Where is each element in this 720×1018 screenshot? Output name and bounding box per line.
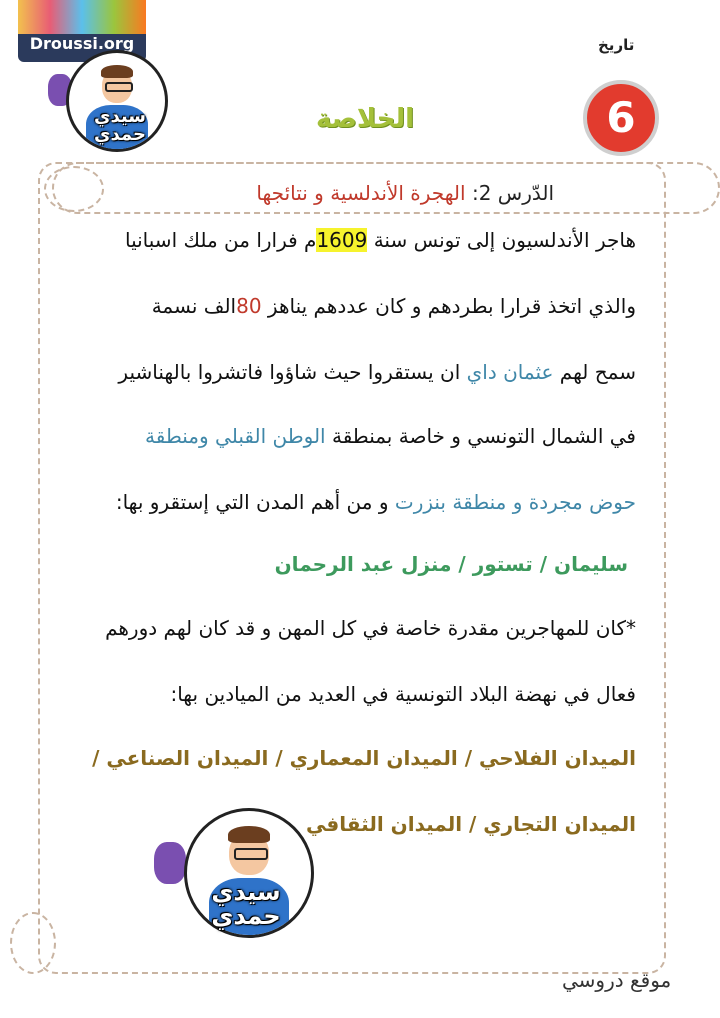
population-number: 80 (236, 294, 262, 318)
logo-kids-illustration (18, 0, 146, 34)
ruler-name: عثمان داي (466, 360, 554, 384)
text-line-3: سمح لهم عثمان داي ان يستقروا حيث شاؤوا فاتشروا بالهناشير (118, 360, 636, 384)
scroll-curl-bottom-left (10, 912, 56, 974)
waving-hand-icon (154, 842, 186, 884)
lesson-number-badge: 6 (583, 80, 659, 156)
text-line-7: *كان للمهاجرين مقدرة خاصة في كل المهن و قد كان لهم دورهم (105, 616, 636, 640)
fields-list-1: الميدان الفلاحي / الميدان المعماري / الميدان الصناعي / (92, 746, 636, 770)
text-line-8: فعال في نهضة البلاد التونسية في العديد من الميادين بها: (170, 682, 636, 706)
page-title: الخلاصة (315, 104, 415, 134)
logo-text: Droussi.org (29, 34, 135, 53)
year-highlight: 1609 (316, 228, 368, 252)
text-line-1: هاجر الأندلسيون إلى تونس سنة 1609م فرارا من ملك اسبانيا (124, 228, 636, 252)
cities-list: سليمان / تستور / منزل عبد الرحمان (274, 552, 628, 576)
date-label: تاريخ (598, 36, 635, 54)
text-line-4: في الشمال التونسي و خاصة بمنطقة الوطن القبلي ومنطقة (145, 424, 636, 448)
text-line-5: حوض مجردة و منطقة بنزرت و من أهم المدن التي إستقرو بها: (115, 490, 636, 514)
fields-list-2: الميدان التجاري / الميدان الثقافي (305, 812, 636, 836)
footer-site-name: موقع دروسي (562, 968, 672, 992)
lesson-title: الهجرة الأندلسية و نتائجها (256, 181, 466, 205)
text-line-2: والذي اتخذ قرارا بطردهم و كان عددهم يناهز 80الف نسمة (151, 294, 636, 318)
avatar-label-top: سيدي حمدي (94, 106, 146, 145)
avatar-label-bottom: سيدي حمدي (211, 878, 281, 930)
region-names-2: حوض مجردة و منطقة بنزرت (394, 490, 636, 514)
scroll-curl-top-left (44, 166, 104, 212)
region-names: الوطن القبلي ومنطقة (145, 424, 326, 448)
lesson-heading: الدّرس 2: الهجرة الأندلسية و نتائجها (256, 181, 554, 205)
